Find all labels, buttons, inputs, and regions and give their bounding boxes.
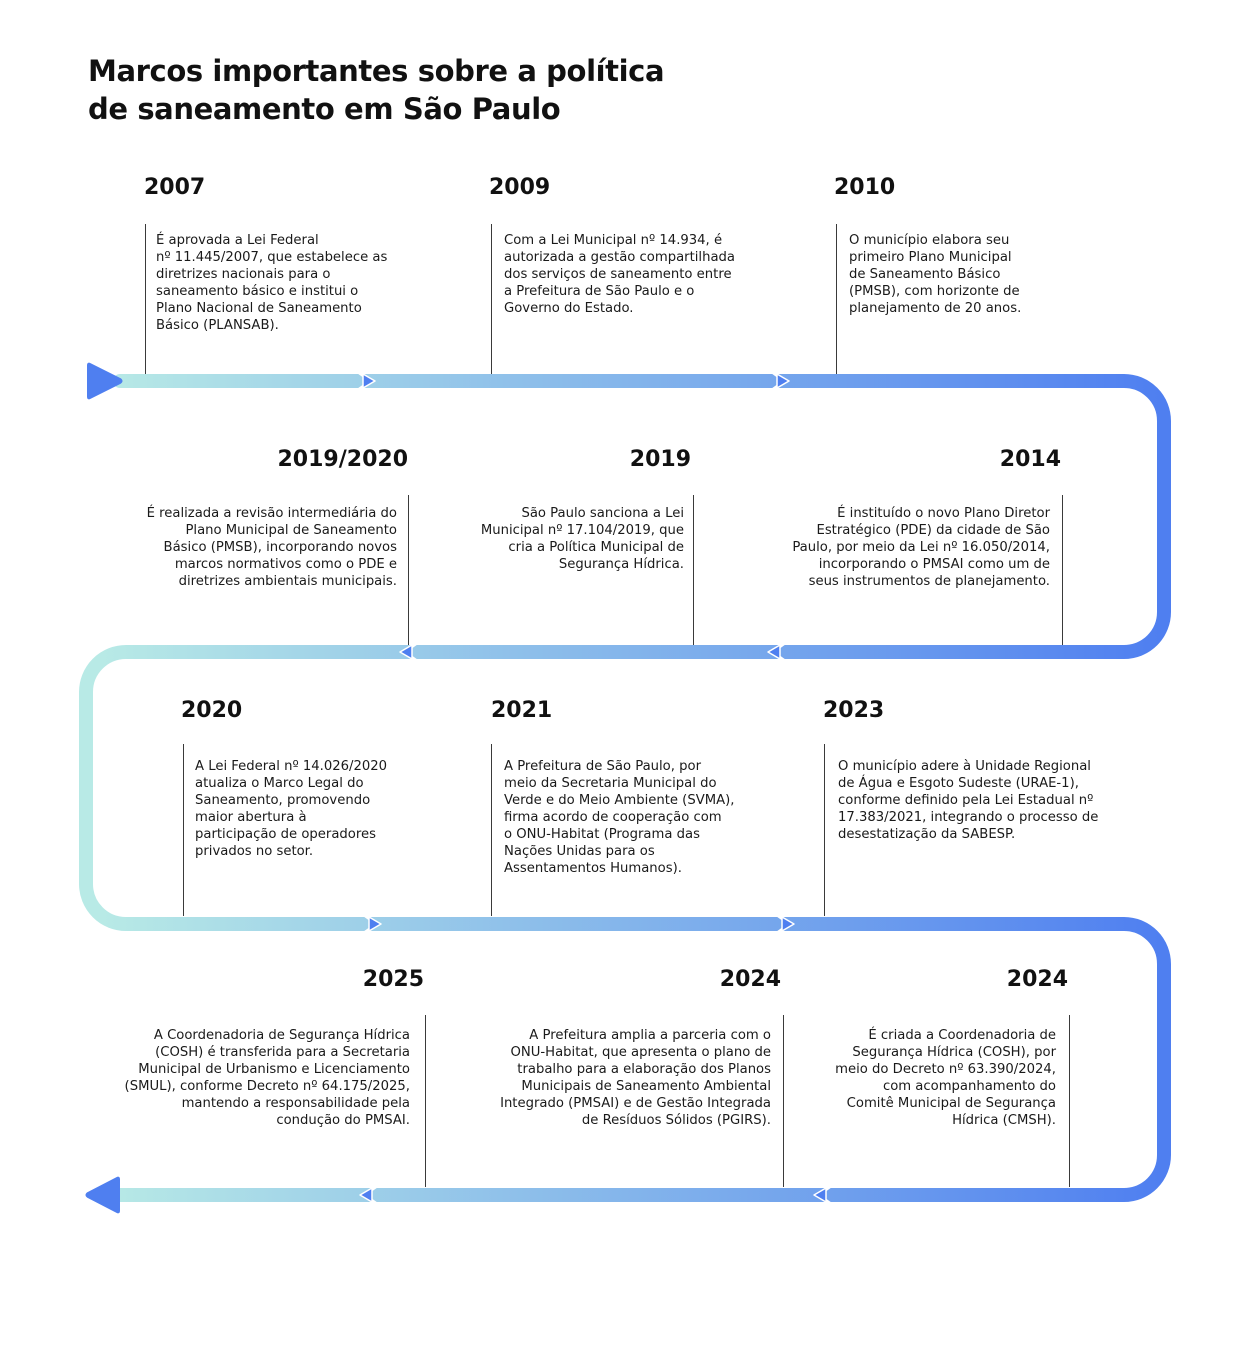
milestone-year: 2007 bbox=[144, 175, 206, 200]
milestone-year: 2019 bbox=[629, 447, 691, 472]
milestone-year: 2019/2020 bbox=[277, 447, 408, 472]
milestone-connector bbox=[425, 1015, 426, 1187]
milestone-text: É instituído o novo Plano Diretor Estratégico (PDE) da cidade de São Paulo, por meio da Lei nº 16.050/2014, incorporando o PMSAI como um de seus instrumentos de planejamento. bbox=[792, 506, 1050, 589]
milestone-year: 2009 bbox=[489, 175, 551, 200]
milestone-year: 2025 bbox=[362, 967, 424, 992]
milestone-year: 2014 bbox=[999, 447, 1061, 472]
milestone-connector bbox=[183, 744, 184, 916]
milestone-text: A Prefeitura de São Paulo, por meio da Secretaria Municipal do Verde e do Meio Ambiente (SVMA), firma acordo de cooperação com o ONU-Habitat (Programa das Nações Unidas para os Assentamentos Humanos). bbox=[504, 759, 735, 876]
milestone-text: É criada a Coordenadoria de Segurança Hídrica (COSH), por meio do Decreto nº 63.390/2024, com acompanhamento do Comitê Municipal de Segurança Hídrica (CMSH). bbox=[835, 1028, 1056, 1128]
milestone-connector bbox=[836, 224, 837, 374]
milestone-connector bbox=[491, 744, 492, 916]
milestone-year: 2010 bbox=[834, 175, 896, 200]
end-arrow-icon bbox=[87, 1178, 120, 1213]
start-arrow-icon bbox=[88, 364, 122, 399]
milestone-text: Com a Lei Municipal nº 14.934, é autorizada a gestão compartilhada dos serviços de saneamento entre a Prefeitura de São Paulo e o Governo do Estado. bbox=[504, 233, 735, 316]
milestone-text: A Prefeitura amplia a parceria com o ONU-Habitat, que apresenta o plano de trabalho para a elaboração dos Planos Municipais de Saneamento Ambiental Integrado (PMSAI) e de Gestão Integrada de Resíduos Sólidos (PGIRS). bbox=[500, 1028, 771, 1128]
milestone-year: 2023 bbox=[823, 698, 885, 723]
milestone-text: É realizada a revisão intermediária do Plano Municipal de Saneamento Básico (PMSB), incorporando novos marcos normativos como o PDE e diretrizes ambientais municipais. bbox=[146, 506, 397, 589]
milestone-connector bbox=[145, 224, 146, 374]
milestone-year: 2024 bbox=[1006, 967, 1068, 992]
milestone-connector bbox=[824, 744, 825, 916]
page-title: Marcos importantes sobre a política de saneamento em São Paulo bbox=[88, 54, 665, 126]
milestone-year: 2020 bbox=[181, 698, 243, 723]
milestone-text: A Coordenadoria de Segurança Hídrica (COSH) é transferida para a Secretaria Municipal de Urbanismo e Licenciamento (SMUL), conforme Decreto nº 64.175/2025, mantendo a responsabilidade pela condução do PMSAI. bbox=[124, 1028, 410, 1128]
milestone-year: 2021 bbox=[491, 698, 553, 723]
milestone-year: 2024 bbox=[719, 967, 781, 992]
milestone-text: O município adere à Unidade Regional de Água e Esgoto Sudeste (URAE-1), conforme definido pela Lei Estadual nº 17.383/2021, integrando o processo de desestatização da SABESP. bbox=[838, 759, 1099, 842]
milestone-text: O município elabora seu primeiro Plano Municipal de Saneamento Básico (PMSB), com horizonte de planejamento de 20 anos. bbox=[849, 233, 1022, 316]
milestone-text: A Lei Federal nº 14.026/2020 atualiza o Marco Legal do Saneamento, promovendo maior abertura à participação de operadores privados no setor. bbox=[195, 759, 388, 859]
milestone-connector bbox=[491, 224, 492, 374]
milestone-connector bbox=[693, 495, 694, 645]
milestone-connector bbox=[1062, 495, 1063, 645]
milestone-connector bbox=[1069, 1015, 1070, 1187]
milestone-text: É aprovada a Lei Federal nº 11.445/2007, que estabelece as diretrizes nacionais para o saneamento básico e institui o Plano Nacional de Saneamento Básico (PLANSAB). bbox=[156, 233, 388, 333]
milestone-text: São Paulo sanciona a Lei Municipal nº 17.104/2019, que cria a Política Municipal de Segurança Hídrica. bbox=[480, 506, 684, 572]
